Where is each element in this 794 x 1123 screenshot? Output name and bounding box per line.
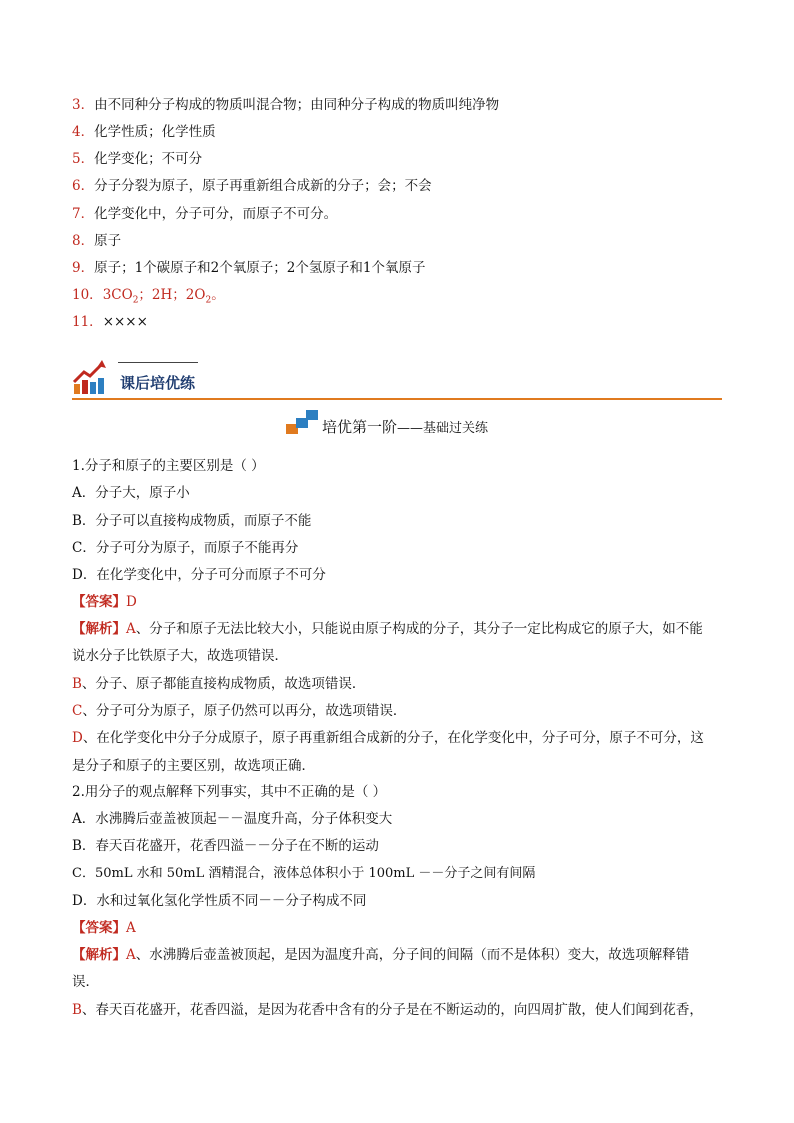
analysis-tag: 【解析】 (72, 621, 126, 637)
analysis-tag: 【解析】 (72, 947, 126, 963)
q2-analysis-line-1: 【解析】A、水沸腾后壶盖被顶起，是因为温度升高，分子间的间隔（而不是体积）变大，故选项解释错 (72, 947, 690, 963)
answer-9: 9．原子；1个碳原子和2个氧原子；2个氢原子和1个氧原子 (72, 260, 426, 276)
q1-option-b: B．分子可以直接构成物质，而原子不能 (72, 513, 312, 529)
section-header (72, 356, 722, 400)
q2-option-d: D．水和过氧化氢化学性质不同－－分子构成不同 (72, 893, 367, 909)
q1-option-c: C．分子可分为原子，而原子不能再分 (72, 540, 299, 556)
answer-10: 10．$3CO_2$；2H；$2O_2$。 (72, 287, 225, 306)
answer-value: A (126, 920, 136, 936)
q1-analysis-line-1: 【解析】A、分子和原子无法比较大小，只能说由原子构成的分子，其分子一定比构成它的原子大，如不能 (72, 621, 703, 637)
q1-analysis-line-3: B、分子、原子都能直接构成物质，故选项错误． (72, 676, 366, 692)
q2-analysis-line-2: 误． (72, 974, 99, 990)
steps-icon (286, 410, 320, 436)
q2-option-c: C．50mL 水和 50mL 酒精混合，液体总体积小于 100mL －－分子之间有间隔 (72, 866, 536, 881)
answer-value: D (126, 594, 137, 610)
growth-chart-icon (72, 360, 108, 396)
header-bottom-rule (72, 398, 722, 400)
q1-analysis-line-2: 说水分子比铁原子大，故选项错误． (72, 648, 288, 664)
q1-analysis-line-4: C、分子可分为原子，原子仍然可以再分，故选项错误． (72, 703, 407, 719)
q1-option-d: D．在化学变化中，分子可分而原子不可分 (72, 567, 326, 583)
answer-tag: 【答案】 (72, 594, 126, 610)
answer-4: 4．化学性质；化学性质 (72, 124, 216, 140)
answer-7: 7．化学变化中，分子可分，而原子不可分。 (72, 206, 338, 222)
q1-analysis-line-5: D、在化学变化中分子分成原子，原子再重新组合成新的分子，在化学变化中，分子可分，原子不可分，这 (72, 730, 704, 746)
step-title-main: 培优第一阶 (322, 418, 398, 436)
step-title (286, 410, 546, 436)
step-title-dash: —— (397, 421, 424, 436)
q2-answer (72, 918, 136, 938)
q2-option-b: B．春天百花盛开，花香四溢－－分子在不断的运动 (72, 838, 379, 854)
q1-stem: 1.分子和原子的主要区别是（ ） (72, 458, 265, 474)
q1-option-a: A．分子大，原子小 (72, 485, 190, 501)
q1-answer (72, 592, 137, 612)
answer-6: 6．分子分裂为原子，原子再重新组合成新的分子；会；不会 (72, 178, 432, 194)
answer-11: 11．×××× (72, 314, 148, 330)
step-title-sub: 基础过关练 (423, 421, 489, 436)
answer-tag: 【答案】 (72, 920, 126, 936)
section-title: 课后培优练 (120, 374, 196, 392)
q2-stem: 2.用分子的观点解释下列事实，其中不正确的是（ ） (72, 784, 387, 800)
q2-analysis-line-3: B、春天百花盛开，花香四溢，是因为花香中含有的分子是在不断运动的，向四周扩散，使人们闻到花香， (72, 1002, 703, 1018)
answer-5: 5．化学变化；不可分 (72, 151, 203, 167)
q1-analysis-line-6: 是分子和原子的主要区别，故选项正确． (72, 758, 315, 774)
answer-3: 3．由不同种分子构成的物质叫混合物；由同种分子构成的物质叫纯净物 (72, 97, 500, 113)
header-top-rule (118, 362, 198, 363)
q2-option-a: A．水沸腾后壶盖被顶起－－温度升高，分子体积变大 (72, 811, 393, 827)
answer-8: 8．原子 (72, 233, 122, 249)
